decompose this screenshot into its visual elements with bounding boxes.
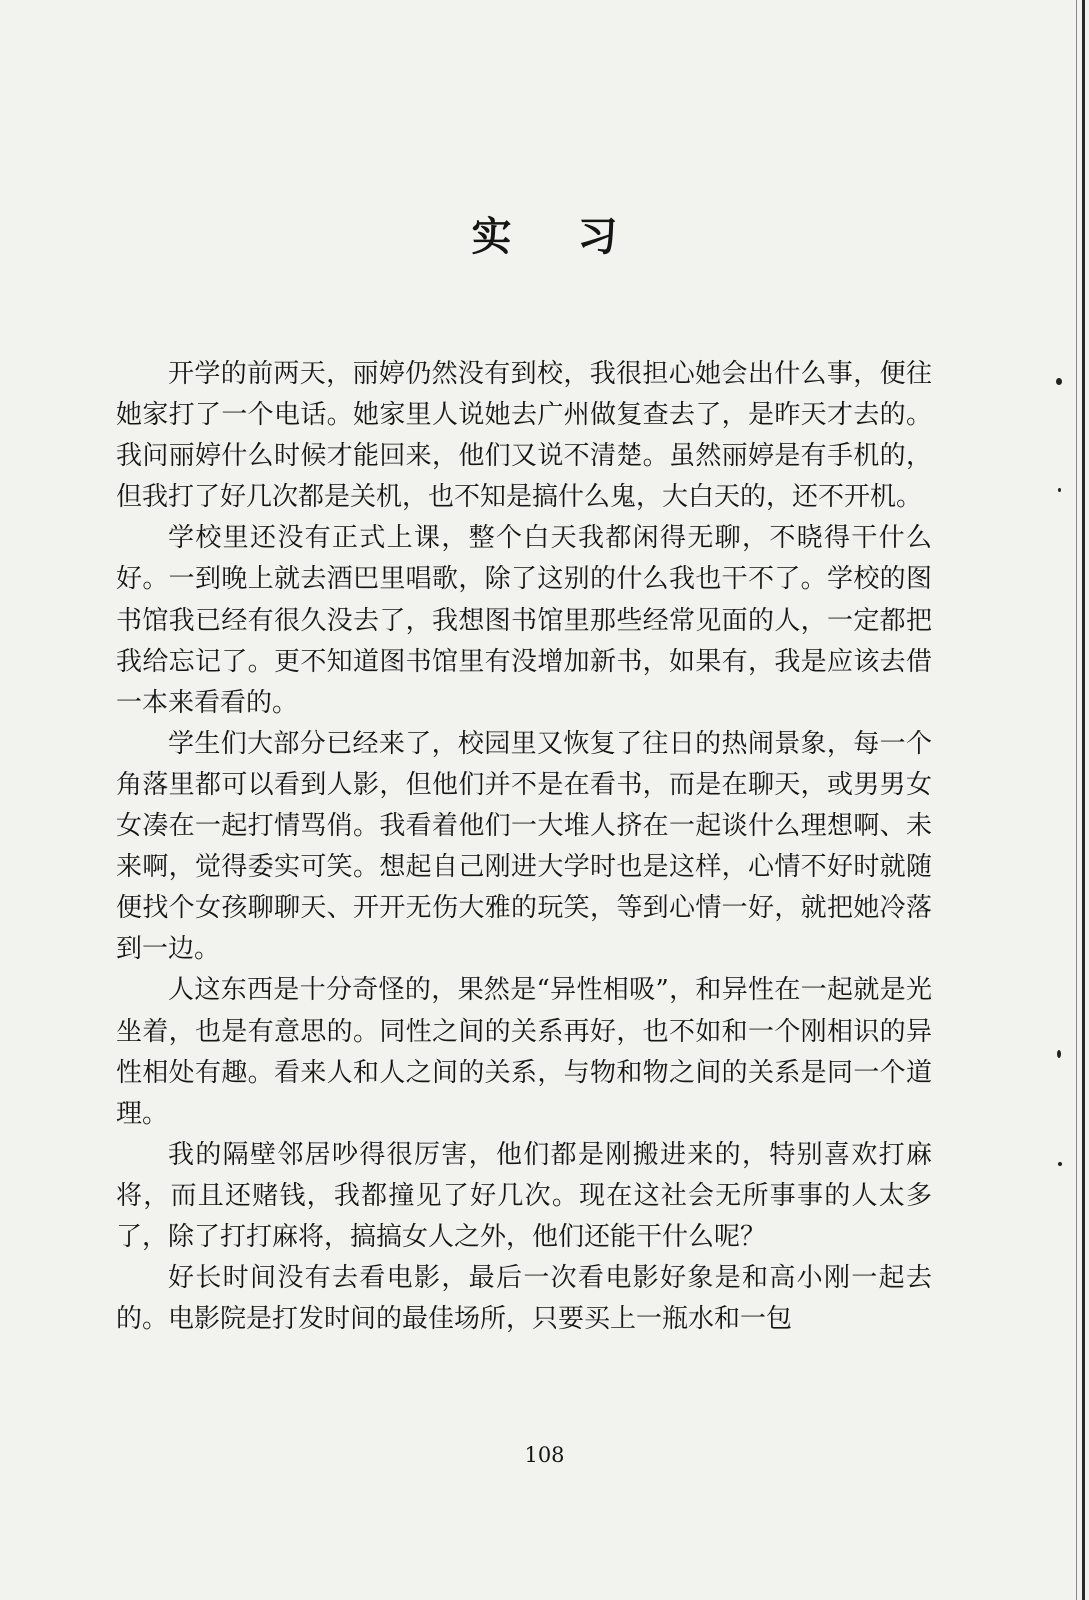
paragraph: 学校里还没有正式上课，整个白天我都闲得无聊，不晓得干什么好。一到晚上就去酒巴里唱歌，除了这别的什么我也干不了。学校的图书馆我已经有很久没去了，我想图书馆里那些经常见面的人，一定都把我给忘记了。更不知道图书馆里有没增加新书，如果有，我是应该去借一本来看看的。 (116, 523, 932, 718)
chapter-body (116, 354, 932, 1340)
paragraph: 我的隔壁邻居吵得很厉害，他们都是刚搬进来的，特别喜欢打麻将，而且还赌钱，我都撞见了好几次。现在这社会无所事事的人太多了，除了打打麻将，搞搞女人之外，他们还能干什么呢？ (116, 1139, 932, 1252)
page-number: 108 (524, 1443, 565, 1467)
chapter-title: 实 习 (471, 213, 644, 260)
scan-speck (1057, 1050, 1061, 1058)
paragraph: 好长时间没有去看电影，最后一次看电影好象是和高小刚一起去的。电影院是打发时间的最佳场所，只要买上一瓶水和一包 (116, 1263, 932, 1335)
paragraph: 人这东西是十分奇怪的，果然是“异性相吸”，和异性在一起就是光坐着，也是有意思的。同性之间的关系再好，也不如和一个刚相识的异性相处有趣。看来人和人之间的关系，与物和物之间的关系是同一个道理。 (116, 975, 932, 1129)
scan-speck (1058, 488, 1061, 492)
paragraph: 开学的前两天，丽婷仍然没有到校，我很担心她会出什么事，便往她家打了一个电话。她家里人说她去广州做复查去了，是昨天才去的。我问丽婷什么时候才能回来，他们又说不清楚。虽然丽婷是有手机的，但我打了好几次都是关机，也不知是搞什么鬼，大白天的，还不开机。 (116, 359, 932, 513)
scan-speck (1058, 1162, 1062, 1166)
paragraph: 学生们大部分已经来了，校园里又恢复了往日的热闹景象，每一个角落里都可以看到人影，但他们并不是在看书，而是在聊天，或男男女女凑在一起打情骂俏。我看着他们一大堆人挤在一起谈什么理想啊、未来啊，觉得委实可笑。想起自己刚进大学时也是这样，心情不好时就随便找个女孩聊聊天、开开无伤大雅的玩笑，等到心情一好，就把她冷落到一边。 (116, 728, 932, 965)
scan-speck (1056, 378, 1062, 385)
